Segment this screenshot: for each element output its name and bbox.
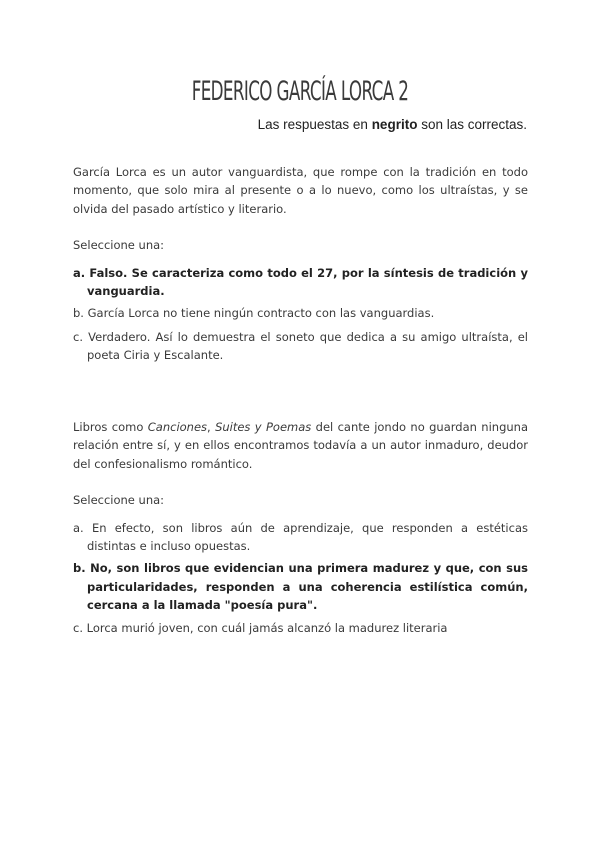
question-1-option-c <box>73 328 528 365</box>
answer-key-note <box>258 117 527 132</box>
answer-key-note-bold: negrito <box>371 117 418 132</box>
option-text: Verdadero. Así lo demuestra el soneto que dedica a su amigo ultraísta, el poeta Ciria y Escalante. <box>87 329 528 363</box>
question-2-prompt: Seleccione una: <box>73 493 165 508</box>
option-letter: b. <box>73 561 86 576</box>
option-text: Lorca murió joven, con cuál jamás alcanzó la madurez literaria <box>86 620 448 635</box>
option-text: En efecto, son libros aún de aprendizaje, que responden a estéticas distintas e incluso opuestas. <box>87 520 528 554</box>
page-title: FEDERICO GARCÍA LORCA 2 <box>191 76 409 107</box>
question-1-stem: García Lorca es un autor vanguardista, que rompe con la tradición en todo momento, que solo mira al presente o a lo nuevo, como los ultraístas, y se olvida del pasado artístico y literario. <box>73 165 528 216</box>
question-1-option-b <box>73 304 528 322</box>
question-1-prompt: Seleccione una: <box>73 238 165 253</box>
question-2-option-c <box>73 619 528 637</box>
book-title-canciones: Canciones <box>147 420 208 434</box>
question-2-option-a <box>73 519 528 556</box>
question-2-option-b <box>73 559 528 614</box>
option-letter: c. <box>73 620 83 635</box>
stem-text: del cante jondo no guardan ninguna relación entre sí, y en ellos encontramos todavía a un autor inmaduro, deudor del confesionalismo romántico. <box>73 420 528 471</box>
option-letter: c. <box>73 329 83 344</box>
option-text: García Lorca no tiene ningún contracto con las vanguardias. <box>87 306 435 321</box>
question-1-option-a <box>73 264 528 301</box>
answer-key-note-before: Las respuestas en <box>257 117 368 132</box>
question-2-stem <box>73 418 528 473</box>
stem-text: Libros como <box>73 420 148 434</box>
option-letter: a. <box>73 520 84 535</box>
option-text: No, son libros que evidencian una primera madurez y que, con sus particularidades, responden a una coherencia estilística común, cercana a la llamada "poesía pura". <box>87 561 528 613</box>
question-2 <box>73 418 528 637</box>
book-title-suites-poemas: Suites y Poemas <box>215 420 312 434</box>
answer-key-note-after: son las correctas. <box>421 117 527 132</box>
stem-text: , <box>207 420 216 434</box>
question-1 <box>73 163 528 365</box>
option-text: Falso. Se caracteriza como todo el 27, por la síntesis de tradición y vanguardia. <box>87 265 528 299</box>
option-letter: a. <box>73 265 86 280</box>
option-letter: b. <box>73 306 84 321</box>
